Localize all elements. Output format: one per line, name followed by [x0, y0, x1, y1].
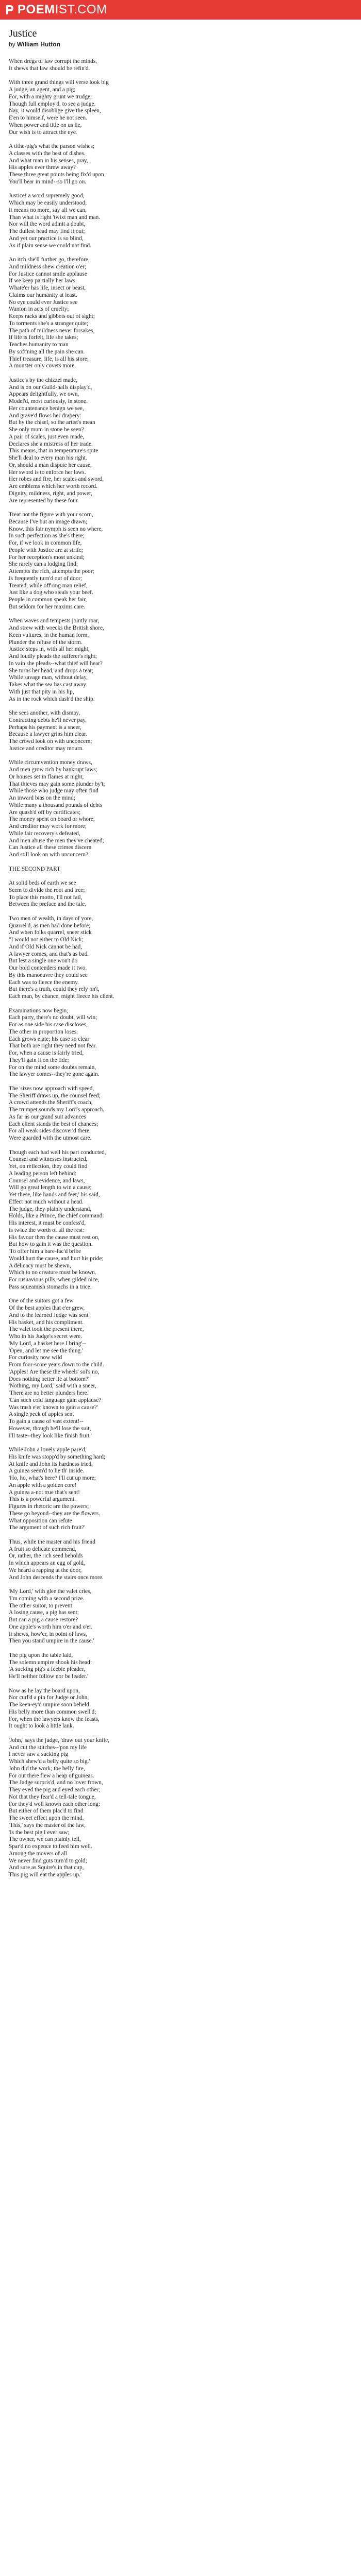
poem-line: What opposition can refute — [9, 1517, 72, 1524]
poem-line: And grave'd flows her drapery: — [9, 412, 81, 419]
poem-line: Or, rather, the rich seed beholds — [9, 1553, 83, 1560]
poem-line: E'en to himself, were he not seen. — [9, 115, 87, 121]
poem-line: 'A sucking pig's a feeble pleader, — [9, 1666, 85, 1673]
poem-line: It shews that law should be refin'd. — [9, 65, 90, 72]
poem-line: Not that they fear'd a tell-tale tongue, — [9, 1793, 96, 1800]
poem-line: For, if we look in common life, — [9, 540, 82, 546]
poem-line: The 'sizes now approach with speed, — [9, 1085, 94, 1092]
poem-line: Now as he lay the board upon, — [9, 1687, 80, 1694]
poem-line: As in the rock which dash'd the ship. — [9, 696, 95, 702]
poem-line: The lawyer comes--they're gone again. — [9, 1071, 100, 1078]
poem-line: With just that pity in his lip, — [9, 688, 74, 695]
poem-line: A tithe-pig's what the parson wishes; — [9, 143, 95, 149]
poem-line: Each grows elate; his case so clear — [9, 1036, 90, 1042]
poem-line: And still look on with unconcern? — [9, 852, 89, 858]
poem-line: But there's a truth, could they rely on't, — [9, 986, 100, 993]
poem-line: An inward bias on the mind; — [9, 795, 75, 801]
poem-stanza — [9, 377, 352, 505]
poem-stanza — [9, 618, 352, 703]
site-logo[interactable] — [5, 3, 107, 17]
poem-line: Our bold contenders made it two. — [9, 965, 87, 971]
poem-line: And cut the stitches--'pon my life — [9, 1744, 87, 1751]
poem-line: And mildness shew creation o'er; — [9, 263, 87, 270]
poem-line: Figures in rhetoric are the powers; — [9, 1503, 89, 1510]
poem-line: A fruit so delicate commend, — [9, 1546, 76, 1552]
poem-line: The owner, we can plainly tell, — [9, 1836, 81, 1843]
poem-line: For, when the lawyers know the feasts, — [9, 1716, 100, 1722]
poem-line: Our wish is to attract the eye. — [9, 129, 77, 135]
author-link[interactable]: William Hutton — [17, 41, 60, 48]
poem-line: The crowd look on with unconcern; — [9, 738, 92, 744]
logo-name: POEM — [18, 3, 55, 16]
poem-line: A leading person left behind: — [9, 1170, 77, 1177]
poem-line: And if Old Nick cannot be had, — [9, 943, 83, 950]
poem-line: Her sword is to enforce her laws. — [9, 469, 86, 476]
poem-line: Holds, like a Prince, the chief command: — [9, 1213, 104, 1219]
poem-line: For all weak sides discover'd there — [9, 1128, 90, 1134]
by-label: by — [9, 41, 15, 48]
poem-line: While John a lovely apple pare'd, — [9, 1447, 87, 1453]
poem-line: The trumpet sounds my Lord's approach. — [9, 1107, 105, 1113]
poem-line: While many a thousand pounds of debts — [9, 802, 103, 808]
poem-stanza — [9, 143, 352, 186]
poem-line: But how to gain it was the question. — [9, 1241, 93, 1248]
poem-line: A delicacy must be shewn, — [9, 1262, 71, 1269]
poem-line: That both are right they need not fear. — [9, 1043, 97, 1049]
poem-line: Effect not much without a head. — [9, 1198, 84, 1205]
poem-line: Nay, it would disoblige give the spleen, — [9, 108, 101, 114]
poem-line: But either of them plac'd to find — [9, 1808, 84, 1815]
poem-stanza — [9, 1688, 352, 1731]
poem-line: We never find guts turn'd to gold; — [9, 1857, 87, 1864]
poem-line: Or, should a man dispute her cause, — [9, 462, 92, 468]
poem-stanza — [9, 1588, 352, 1645]
poem-line: Are quash'd off by certificates; — [9, 809, 81, 816]
poem-line: An apple with a golden core! — [9, 1482, 77, 1488]
poem-line: THE SECOND PART — [9, 866, 60, 872]
poem-line: That thieves may gain some plunder by't; — [9, 781, 105, 787]
poem-line: Keeps racks and gibbets out of sight; — [9, 313, 95, 319]
poem-line: And creditor may work for more; — [9, 823, 87, 829]
poem-line: Model'd, most curiously, in stone. — [9, 398, 88, 404]
poem-line: Nor will the word admit a doubt, — [9, 221, 86, 228]
poem-line: Among the movers of all — [9, 1850, 67, 1857]
poem-line: Which may be easily understood; — [9, 200, 87, 206]
poem-stanza — [9, 58, 352, 73]
poem-line: If life is forfeit, life she takes; — [9, 334, 78, 341]
poem-line: However, though he'll lose the suit, — [9, 1425, 91, 1432]
poem-stanza — [9, 710, 352, 753]
poem-line: One of the suitors got a few — [9, 1298, 74, 1304]
poem-line: 'Can such cold language gain applause? — [9, 1397, 102, 1403]
poem-line: Is frequently turn'd out of door; — [9, 575, 83, 582]
poem-line: A guinea a-not true that's sent! — [9, 1489, 80, 1496]
logo-suffix: IST.COM — [55, 3, 107, 16]
poem-line: Was trash e'er known to gain a cause?' — [9, 1404, 98, 1411]
poem-line: Examinations now begin; — [9, 1007, 69, 1014]
poem-line: Quarrel'd, as men had done before; — [9, 922, 91, 929]
poem-line: It ought to look a little lank. — [9, 1723, 74, 1730]
poem-line: They eyed the pig and eyed each other; — [9, 1787, 101, 1793]
poem-line: Counsel and evidence, and laws, — [9, 1177, 85, 1184]
poem-line: Does nothing better lie at bottom?' — [9, 1376, 90, 1382]
poem-line: As far as our grand suit advances — [9, 1113, 86, 1120]
poem-line: People in common speak her fair, — [9, 597, 87, 603]
poem-line: While those who judge may often find — [9, 788, 99, 794]
poem-line: Though full employ'd, to see a judge. — [9, 100, 96, 107]
poem-line: As if plain sense we could not find. — [9, 242, 92, 249]
poem-line: For Justice cannot smile applause — [9, 270, 87, 277]
poem-line: I never saw a sucking pig — [9, 1751, 69, 1758]
poem-line: At knife and John its hardness tried, — [9, 1461, 93, 1467]
poem-line: For as one side his case discloses, — [9, 1022, 88, 1028]
poem-line: Justice steps in, with all her might, — [9, 646, 90, 653]
poem-stanza — [9, 257, 352, 370]
poem-line: The pig upon the table laid, — [9, 1652, 73, 1658]
poem-line: You'll bear in mind--so I'll go on. — [9, 178, 87, 185]
poem-line: Contracting debts he'll never pay. — [9, 717, 87, 723]
poem-line: In vain she pleads--what thief will hear? — [9, 660, 103, 667]
poem-line: And to the learned Judge was sent — [9, 1312, 89, 1318]
poem-line: The keen-ey'd umpire soon beheld — [9, 1702, 89, 1708]
poem-line: Appears delightfully, we own, — [9, 391, 79, 398]
poem-line: And men grow rich by bankrupt laws; — [9, 767, 97, 773]
poem-line: A lawyer comes, and that's as bad. — [9, 951, 89, 957]
poem-stanza — [9, 1298, 352, 1439]
poem-line: The dullest head may find it out; — [9, 228, 85, 234]
poem-line: 'John,' says the judge, 'draw out your knife, — [9, 1737, 109, 1743]
poem-line: A monster only covets more. — [9, 363, 76, 369]
poem-line: By soft'ning all the pain she can. — [9, 348, 85, 355]
poem-line: Then you stand umpire in the cause.' — [9, 1638, 94, 1645]
poem-line: For curiosity now wild — [9, 1354, 62, 1361]
byline — [9, 41, 352, 48]
poem-line: The path of mildness never forsakes, — [9, 327, 95, 334]
poem-line: In which appears an egg of gold, — [9, 1560, 85, 1566]
poem-stanza — [9, 79, 352, 136]
poem-line: "I would not either to Old Nick; — [9, 937, 84, 943]
site-header — [0, 0, 361, 20]
poem-line: They'll gain it on the tide; — [9, 1057, 69, 1063]
poem-line: I'll taste--they look like finish fruit.' — [9, 1432, 92, 1439]
poem-stanza — [9, 193, 352, 249]
poem-line: For they'd well known each other long: — [9, 1801, 101, 1807]
poemist-logo-icon — [5, 4, 14, 15]
poem-line: Each party, there's no doubt, will win; — [9, 1014, 97, 1021]
poem-line: The solemn umpire shook his head: — [9, 1659, 92, 1666]
poem-line: A losing cause, a pig has sent; — [9, 1609, 79, 1616]
poem-line: A single peck of apples sent — [9, 1411, 74, 1418]
poem-line: Justice! a word supremely good, — [9, 193, 85, 199]
poem-line: She turns her head, and drops a tear; — [9, 667, 94, 674]
poem-line: Which shew'd a belly quite so big.' — [9, 1758, 90, 1765]
poem-line: Plunder the refuse of the storm. — [9, 639, 83, 646]
poem-line: These three great points being fix'd upon — [9, 172, 104, 178]
poem-line: Between the preface and the tale. — [9, 901, 86, 908]
poem-line: Will go great length to win a cause; — [9, 1184, 92, 1191]
poem-line: Her robes and fire, her scales and sword, — [9, 476, 104, 483]
poem-line: Which to no creature must be known. — [9, 1269, 96, 1276]
poem-line: For her reception's most unkind; — [9, 554, 85, 561]
poem-stanza — [9, 880, 352, 908]
poem-stanza — [9, 1539, 352, 1582]
poem-line: 'Ho, ho, what's here? I'll cut up more; — [9, 1475, 96, 1481]
poem-line: Of the best apples that e'er grew, — [9, 1305, 85, 1311]
poem-line: Were guarded with the utmost care. — [9, 1135, 92, 1141]
poem-line: It shews, how'er, in point of laws, — [9, 1631, 87, 1637]
poem-line: His basket, and his compliment. — [9, 1319, 84, 1326]
poem-line: Spar'd no expence to feed him well. — [9, 1843, 92, 1850]
poem-line: From four-score years down to the child. — [9, 1362, 104, 1368]
poem-line: Are emblems which her worth record. — [9, 483, 97, 489]
poem-line: While circumvention money draws, — [9, 759, 92, 766]
poem-line: 'Apples! Are these the wheels' sol's no, — [9, 1368, 100, 1375]
poem-line: Can Justice all these crimes discern — [9, 844, 92, 851]
poem-line: When power and title on us lie, — [9, 122, 82, 128]
poem-line: But can a pig a cause restore? — [9, 1617, 78, 1623]
poem-line: Than what is right 'twixt man and man. — [9, 214, 101, 221]
poem-line: Thus, while the master and his friend — [9, 1538, 95, 1545]
poem-stanza — [9, 1447, 352, 1532]
poem-line: Or houses set in flames at night, — [9, 773, 84, 780]
poem-line: In such perfection as she's there; — [9, 533, 85, 539]
poem-line: Her countenance benign we see, — [9, 405, 84, 412]
poem-line: Teaches humanity to man — [9, 342, 69, 348]
poem-line: Keen vultures, in the human form, — [9, 632, 89, 638]
poem-line: A crowd attends the Sheriff's coach, — [9, 1099, 93, 1106]
poem-line: 'Open, and let me see the thing.' — [9, 1347, 83, 1354]
poem-line: Treat not the figure with your scorn, — [9, 512, 93, 518]
poem-line: And strew with wrecks the British shore, — [9, 625, 104, 631]
poem-line: The sweet effect upon the mind. — [9, 1815, 84, 1821]
poem-line: To gain a cause of vast extent!-- — [9, 1418, 84, 1425]
poem-stanza — [9, 916, 352, 1001]
poem-line: With three grand things will verse look big — [9, 79, 109, 86]
poem-line: Is twice the worth of all the rest: — [9, 1227, 85, 1233]
poem-line: 'My Lord, a basket here I bring'-- — [9, 1340, 86, 1347]
poem-line: The Sheriff draws up, the counsel feed; — [9, 1092, 101, 1099]
poem-line: Counsel and witnesses instructed, — [9, 1156, 88, 1163]
poem-line: If we keep partially her laws. — [9, 278, 77, 284]
poem-line: Treated, while off'ring man relief, — [9, 582, 88, 589]
poem-line: An itch she'll further go, therefore, — [9, 257, 90, 263]
poem-line: For out there flew a heap of guineas. — [9, 1772, 94, 1779]
poem-line: These go beyond--they are the flowers. — [9, 1510, 100, 1517]
poem-line: 'Is the best pig I ever saw; — [9, 1829, 70, 1836]
poem-line: When waves and tempests jointly roar, — [9, 618, 100, 624]
poem-line: It means no more, say all we can, — [9, 207, 87, 213]
poem-line: 'My Lord,' with glee the valet cries, — [9, 1588, 92, 1595]
poem-line: A guinea seem'd to lie th' inside. — [9, 1468, 85, 1475]
poem-stanza — [9, 512, 352, 611]
poem-line: She rarely can a lodging find; — [9, 561, 78, 568]
poem-line: Are represented by these four. — [9, 497, 79, 504]
poem-line: To place this motto, I'll not fail, — [9, 894, 83, 901]
poem-line: His favour then the cause must rest on, — [9, 1234, 100, 1241]
poem-line: 'To offer him a bare-fac'd bribe — [9, 1248, 81, 1255]
poem-line: At solid beds of earth we see — [9, 880, 76, 886]
poem-line: And when folks quarrel, sneer stick — [9, 929, 92, 936]
poem-stanza — [9, 1008, 352, 1079]
poem-line: But by the chisel, so the artist's mean — [9, 419, 95, 426]
poem-line: The judge, they plainly understand, — [9, 1206, 91, 1212]
poem-line: Thief treasure, life, is all his store; — [9, 355, 89, 362]
poem-line: A classes with the best of dishes. — [9, 150, 86, 157]
poem-line: For rusuavious pills, when gilded nice, — [9, 1277, 100, 1283]
poem-line: She only mum in stone be seen? — [9, 427, 84, 433]
poem-line: This means, that in temperature's spite — [9, 448, 99, 454]
poem-line: And men abuse the men they've cheated; — [9, 837, 104, 844]
poem-line: Dignity, mildness, right, and power, — [9, 490, 92, 497]
poem-line: 'I'm coming with a second prize. — [9, 1595, 85, 1602]
poem-line: The argument of such rich fruit?' — [9, 1524, 86, 1531]
poem-line: The other suitor, to prevent — [9, 1602, 72, 1609]
poem-line: And loudly pleads the sufferer's right; — [9, 653, 97, 659]
poem-line: But lest a single one won't do — [9, 958, 78, 964]
poem-line: Justice and creditor may mourn. — [9, 745, 84, 752]
poem-line: 'Nothing, my Lord,' said with a sneer, — [9, 1383, 96, 1389]
poem-line: Each was to fleece the enemy. — [9, 979, 79, 986]
poem-line: His interest, it must be confess'd, — [9, 1220, 86, 1226]
poem-page — [0, 20, 361, 1879]
poem-line: Because I've but an image drawn; — [9, 518, 88, 525]
poem-line: Know, this fair nymph is seen no where, — [9, 526, 103, 532]
poem-line: Attempts the rich, attempts the poor; — [9, 568, 94, 574]
poem-line: His knife was stopp'd by something hard; — [9, 1453, 106, 1460]
poem-line: While fair recovery's defeated, — [9, 830, 80, 837]
poem-line: The Judge surpris'd, and no lover frown, — [9, 1780, 103, 1786]
poem-line: Just like a dog who steals your beef. — [9, 589, 93, 596]
poem-line: He'll neither follow nor be leader.' — [9, 1673, 89, 1680]
poem-line: 'There are no better plunders here.' — [9, 1390, 90, 1396]
poem-line: She'll deal to every man his right. — [9, 455, 87, 461]
poem-stanza — [9, 1149, 352, 1291]
poem-line: His apples ever threw away? — [9, 164, 76, 171]
poem-line: Wanton in acts of cruelty; — [9, 306, 69, 313]
poem-line: A pair of scales, just even made, — [9, 433, 85, 440]
poem-line: Claims our humanity at least. — [9, 292, 77, 298]
poem-line: Seem to divide the root and tree; — [9, 887, 85, 893]
poem-title: Justice — [9, 28, 37, 39]
poem-line: While savage man, without delay, — [9, 674, 88, 681]
poem-line: Each man, by chance, might fleece his client. — [9, 993, 114, 999]
poem-line: For, with a mighty grunt we trudge, — [9, 93, 92, 100]
poem-line: For on the mind some doubts remain, — [9, 1064, 96, 1071]
poem-line: John did the work; the belly fire, — [9, 1765, 85, 1772]
poem-line: No eye could ever Justice see — [9, 299, 78, 306]
poem-line: Because a lawyer grins him clear. — [9, 731, 87, 738]
poem-line: The money spent on board or whore, — [9, 816, 95, 823]
poem-stanza — [9, 1652, 352, 1681]
poem-line: And yet our practice is so blind, — [9, 235, 84, 242]
poem-line: Takes what the sea has cast away. — [9, 682, 87, 688]
poem-line: Justice's by the chizzel made, — [9, 377, 77, 383]
poem-line: And is on our Guild-halls display'd, — [9, 384, 92, 391]
poem-line: And sure as Squire's in that cup, — [9, 1865, 84, 1871]
poem-line: This is a powerful argument. — [9, 1496, 76, 1503]
poem-line: But seldom for her maxims care. — [9, 603, 86, 610]
poem-line: Yet these, like hands and feet,' his said, — [9, 1192, 100, 1198]
poem-line: The valet took the present there, — [9, 1326, 84, 1333]
poem-stanza — [9, 759, 352, 859]
poem-line: Would hurt the cause, and hurt his pride; — [9, 1255, 104, 1262]
poem-line: When dregs of law corrupt the minds, — [9, 58, 97, 64]
poem-line: Whate'er has life, insect or beast, — [9, 285, 86, 291]
poem-line: 'This,' says the master of the law, — [9, 1822, 86, 1828]
poem-line: She sees another, with dismay, — [9, 710, 80, 716]
poem-line: Pass squeamish stomachs in a trice. — [9, 1283, 92, 1290]
poem-line: One apple's worth him o'er and o'er. — [9, 1623, 93, 1630]
poem-line: Declares she a mistress of her trade. — [9, 440, 93, 447]
poem-line: Though each had well his part conducted, — [9, 1149, 106, 1156]
poem-line: We heard a rapping at the door, — [9, 1567, 82, 1573]
poem-stanza — [9, 1086, 352, 1142]
poem-stanza — [9, 1737, 352, 1879]
poem-line: People with Justice are at strife; — [9, 547, 83, 553]
poem-line: Perhaps his payment is a sneer, — [9, 724, 81, 731]
poem-line: To torments she's a stranger quite; — [9, 320, 89, 327]
poem-line: Each client stands the best of chances; — [9, 1121, 99, 1127]
poem-line: Yet, on reflection, they could find — [9, 1163, 88, 1170]
poem-line: A judge, an agent, and a pig; — [9, 87, 76, 93]
poem-line: And what man in his senses, pray, — [9, 157, 88, 164]
poem-line: Nor curl'd a pin for Judge or John, — [9, 1694, 89, 1701]
poem-line: For, when a cause is fairly tried, — [9, 1050, 84, 1056]
poem-line: By this manoeuvre they could see — [9, 972, 88, 978]
poem-line: And John descends the stairs once more. — [9, 1574, 104, 1581]
poem-stanza — [9, 866, 352, 873]
poem-body — [9, 58, 352, 1879]
poem-line: Who in his Judge's secret were. — [9, 1333, 82, 1340]
poem-line: Two men of wealth, in days of yore, — [9, 915, 93, 922]
poem-line: His belly more than common swell'd; — [9, 1708, 96, 1715]
poem-line: This pig will eat the apples up.' — [9, 1872, 82, 1878]
poem-line: The other in proportion loses. — [9, 1028, 78, 1035]
